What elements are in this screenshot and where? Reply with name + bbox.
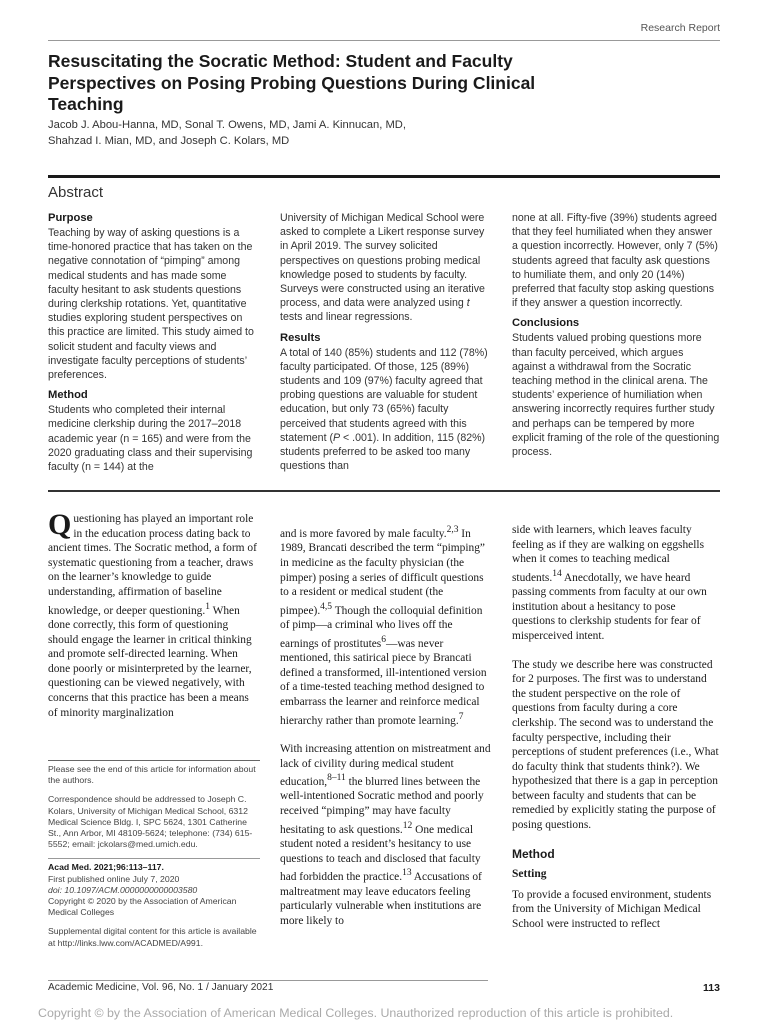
supplemental-note: Supplemental digital content for this article is available at http://links.lww.com/ACADMED/A991.: [48, 926, 257, 948]
method-text: Students who completed their internal medicine clerkship during the 2017–2018 academic year (n = 165) and were from the 2020 graduating class and their supervising faculty (n = 144) at the: [48, 404, 253, 474]
first-published: First published online July 7, 2020: [48, 873, 180, 884]
section-label: Research Report: [640, 22, 720, 34]
page-number: 113: [703, 982, 720, 994]
purpose-heading: Purpose: [48, 212, 93, 224]
article-title: Resuscitating the Socratic Method: Student and Faculty Perspectives on Posing Probing Questions During Clinical Teaching: [48, 51, 536, 114]
drop-cap: Q: [48, 508, 72, 541]
results-heading: Results: [280, 331, 321, 344]
copyright-notice: Copyright © by the Association of American Medical Colleges. Unauthorized reproduction of this article is prohibited.: [38, 1006, 674, 1020]
abstract-column-2: [280, 211, 492, 473]
copyright-line: Copyright © 2020 by the Association of American Medical Colleges: [48, 896, 237, 918]
abstract-column-3: [512, 211, 720, 459]
intro-paragraph: Questioning has played an important role in the education process dating back to ancient times. The Socratic method, a form of systematic questioning from a teacher, draws on the learner’s knowledge to guide understanding, affirmation of baseline knowledge, or deeper questioning.$^1$ When done correctly, this form of questioning should engage the learner in critical thinking and promote self-directed learning. When done poorly or misinterpreted by the learner, questioning can be viewed negatively, with concerns that this practice has been a means of minority marginalization: [48, 508, 257, 719]
method-heading: Method: [48, 389, 88, 402]
paragraph-mistreatment: With increasing attention on mistreatment and lack of civility during medical student education,$^{8-11}$ the blurred lines between the well-intentioned Socratic method and poorly received “pimping” may have faculty hesitating to ask questions.$^{12}$ One medical student noted a resident’s hesitancy to use questions to teach and disclosed that faculty had forbidden the practice.$^{13}$ Accusations of maltreatment may leave educators feeling particularly vulnerable when institutions are more likely to: [280, 742, 491, 927]
paragraph-brancati: and is more favored by male faculty.$^{2,3}$ In 1989, Brancati described the term “pimping” in medicine as the faculty physician (the pimper) posing a series of difficult questions to a resident or medical student (the pimpee).$^{4,5}$ Though the colloquial definition of pimp—a criminal who lives off the earnings of prostitutes$^6$—was never mentioned, this satirical piece by Brancati defined a transformed, ill-intentioned version of a time-tested teaching method designed to embarrass the learner and reinforce medical hierarchy rather than promote learning.$^7$: [280, 525, 487, 727]
see-end-note: Please see the end of this article for information about the authors.: [48, 764, 256, 786]
citation: Acad Med. 2021;96:113–117.: [48, 862, 164, 873]
footer-journal: Academic Medicine, Vol. 96, No. 1 / January 2021: [48, 982, 274, 993]
authors-line-2: Shahzad I. Mian, MD, and Joseph C. Kolars, MD: [48, 135, 290, 147]
doi: doi: 10.1097/ACM.0000000000003580: [48, 884, 198, 895]
abstract-column-1: [48, 211, 254, 474]
paragraph-purposes: The study we describe here was constructed for 2 purposes. The first was to understand the student perspective on the role of questions from faculty during a core clerkship. The second was to understand the faculty perspective, including their perceptions of student preferences (i.e., What do faculty think that students think?). We hypothesized that there is a gap in perception between faculty and students that can be remedied by explicitly stating the purpose of posing questions.: [512, 658, 719, 832]
footer-rule: [48, 980, 488, 981]
correspondence-note: Correspondence should be addressed to Joseph C. Kolars, University of Michigan Medical School, 6312 Medical Science Bldg. I, SPC 5624, 1301 Catherine St., Ann Arbor, MI 48109-5624; telephone: (734) 615-5552; email: jckolars@med.umich.edu.: [48, 794, 253, 850]
method-text-continued: University of Michigan Medical School were asked to complete a Likert response survey in April 2019. The survey solicited perspectives on questions probing medical knowledge posed to students by faculty. Surveys were constructed using an iterative process, and data were analyzed using t tests and linear regressions.: [280, 212, 485, 324]
abstract-heading: Abstract: [48, 184, 104, 201]
notes-rule: [48, 760, 260, 761]
setting-subheading: Setting: [512, 868, 547, 881]
results-text-continued: none at all. Fifty-five (39%) students agreed that they feel humiliated when they answer a question incorrectly. However, only 7 (5%) students agreed that faculty ask questions to humiliate them, and only 20 (14%) preferred that faculty stop asking questions if they answer a question incorrectly.: [512, 212, 718, 310]
publication-info: [48, 862, 260, 918]
paragraph-eggshells: side with learners, which leaves faculty feeling as if they are walking on eggshells when it comes to teaching medical students.$^{14}$ Anecdotally, we have heard passing comments from faculty at our own institution about a hesitancy to pose questions to clerkship students for fear of misperceived intent.: [512, 524, 707, 642]
author-list: [48, 117, 608, 149]
body-column-1: [48, 508, 260, 720]
results-text: A total of 140 (85%) students and 112 (78%) faculty participated. Of those, 125 (89%) students and 109 (97%) faculty agreed that probing questions are valuable for student education, but only 73 (65%) faculty perceived that students agreed with this statement (P < .001). In addition, 115 (82%) students preferred to be asked too many questions than: [280, 346, 488, 473]
article-notes: [48, 764, 260, 957]
abstract-bottom-rule: [48, 490, 720, 492]
authors-line-1: Jacob J. Abou-Hanna, MD, Sonal T. Owens, MD, Jami A. Kinnucan, MD,: [48, 119, 406, 131]
conclusions-text: Students valued probing questions more than faculty perceived, which argues against a withdrawal from the Socratic teaching method in the clinical arena. The students’ experience of humiliation when answering incorrectly requires further study and perhaps can be tempered by more explicit framing of the role of the questioning process.: [512, 332, 720, 459]
paragraph-setting: To provide a focused environment, students from the University of Michigan Medical School were instructed to reflect: [512, 888, 712, 931]
method-section-heading: Method: [512, 846, 555, 861]
header-rule: [48, 40, 720, 41]
body-column-3: [512, 523, 720, 932]
purpose-text: Teaching by way of asking questions is a time-honored practice that has taken on the negative connotation of “pimping” among medical students and has made some faculty hesitant to ask students questions during clerkship rotations. Yet, quantitative studies exploring student perspectives on this practice are limited. This study aimed to solicit student and faculty views and investigate faculty perceptions of students’ preferences.: [48, 227, 254, 382]
abstract-rule: [48, 175, 720, 178]
body-column-2: [280, 523, 492, 928]
conclusions-heading: Conclusions: [512, 317, 580, 330]
